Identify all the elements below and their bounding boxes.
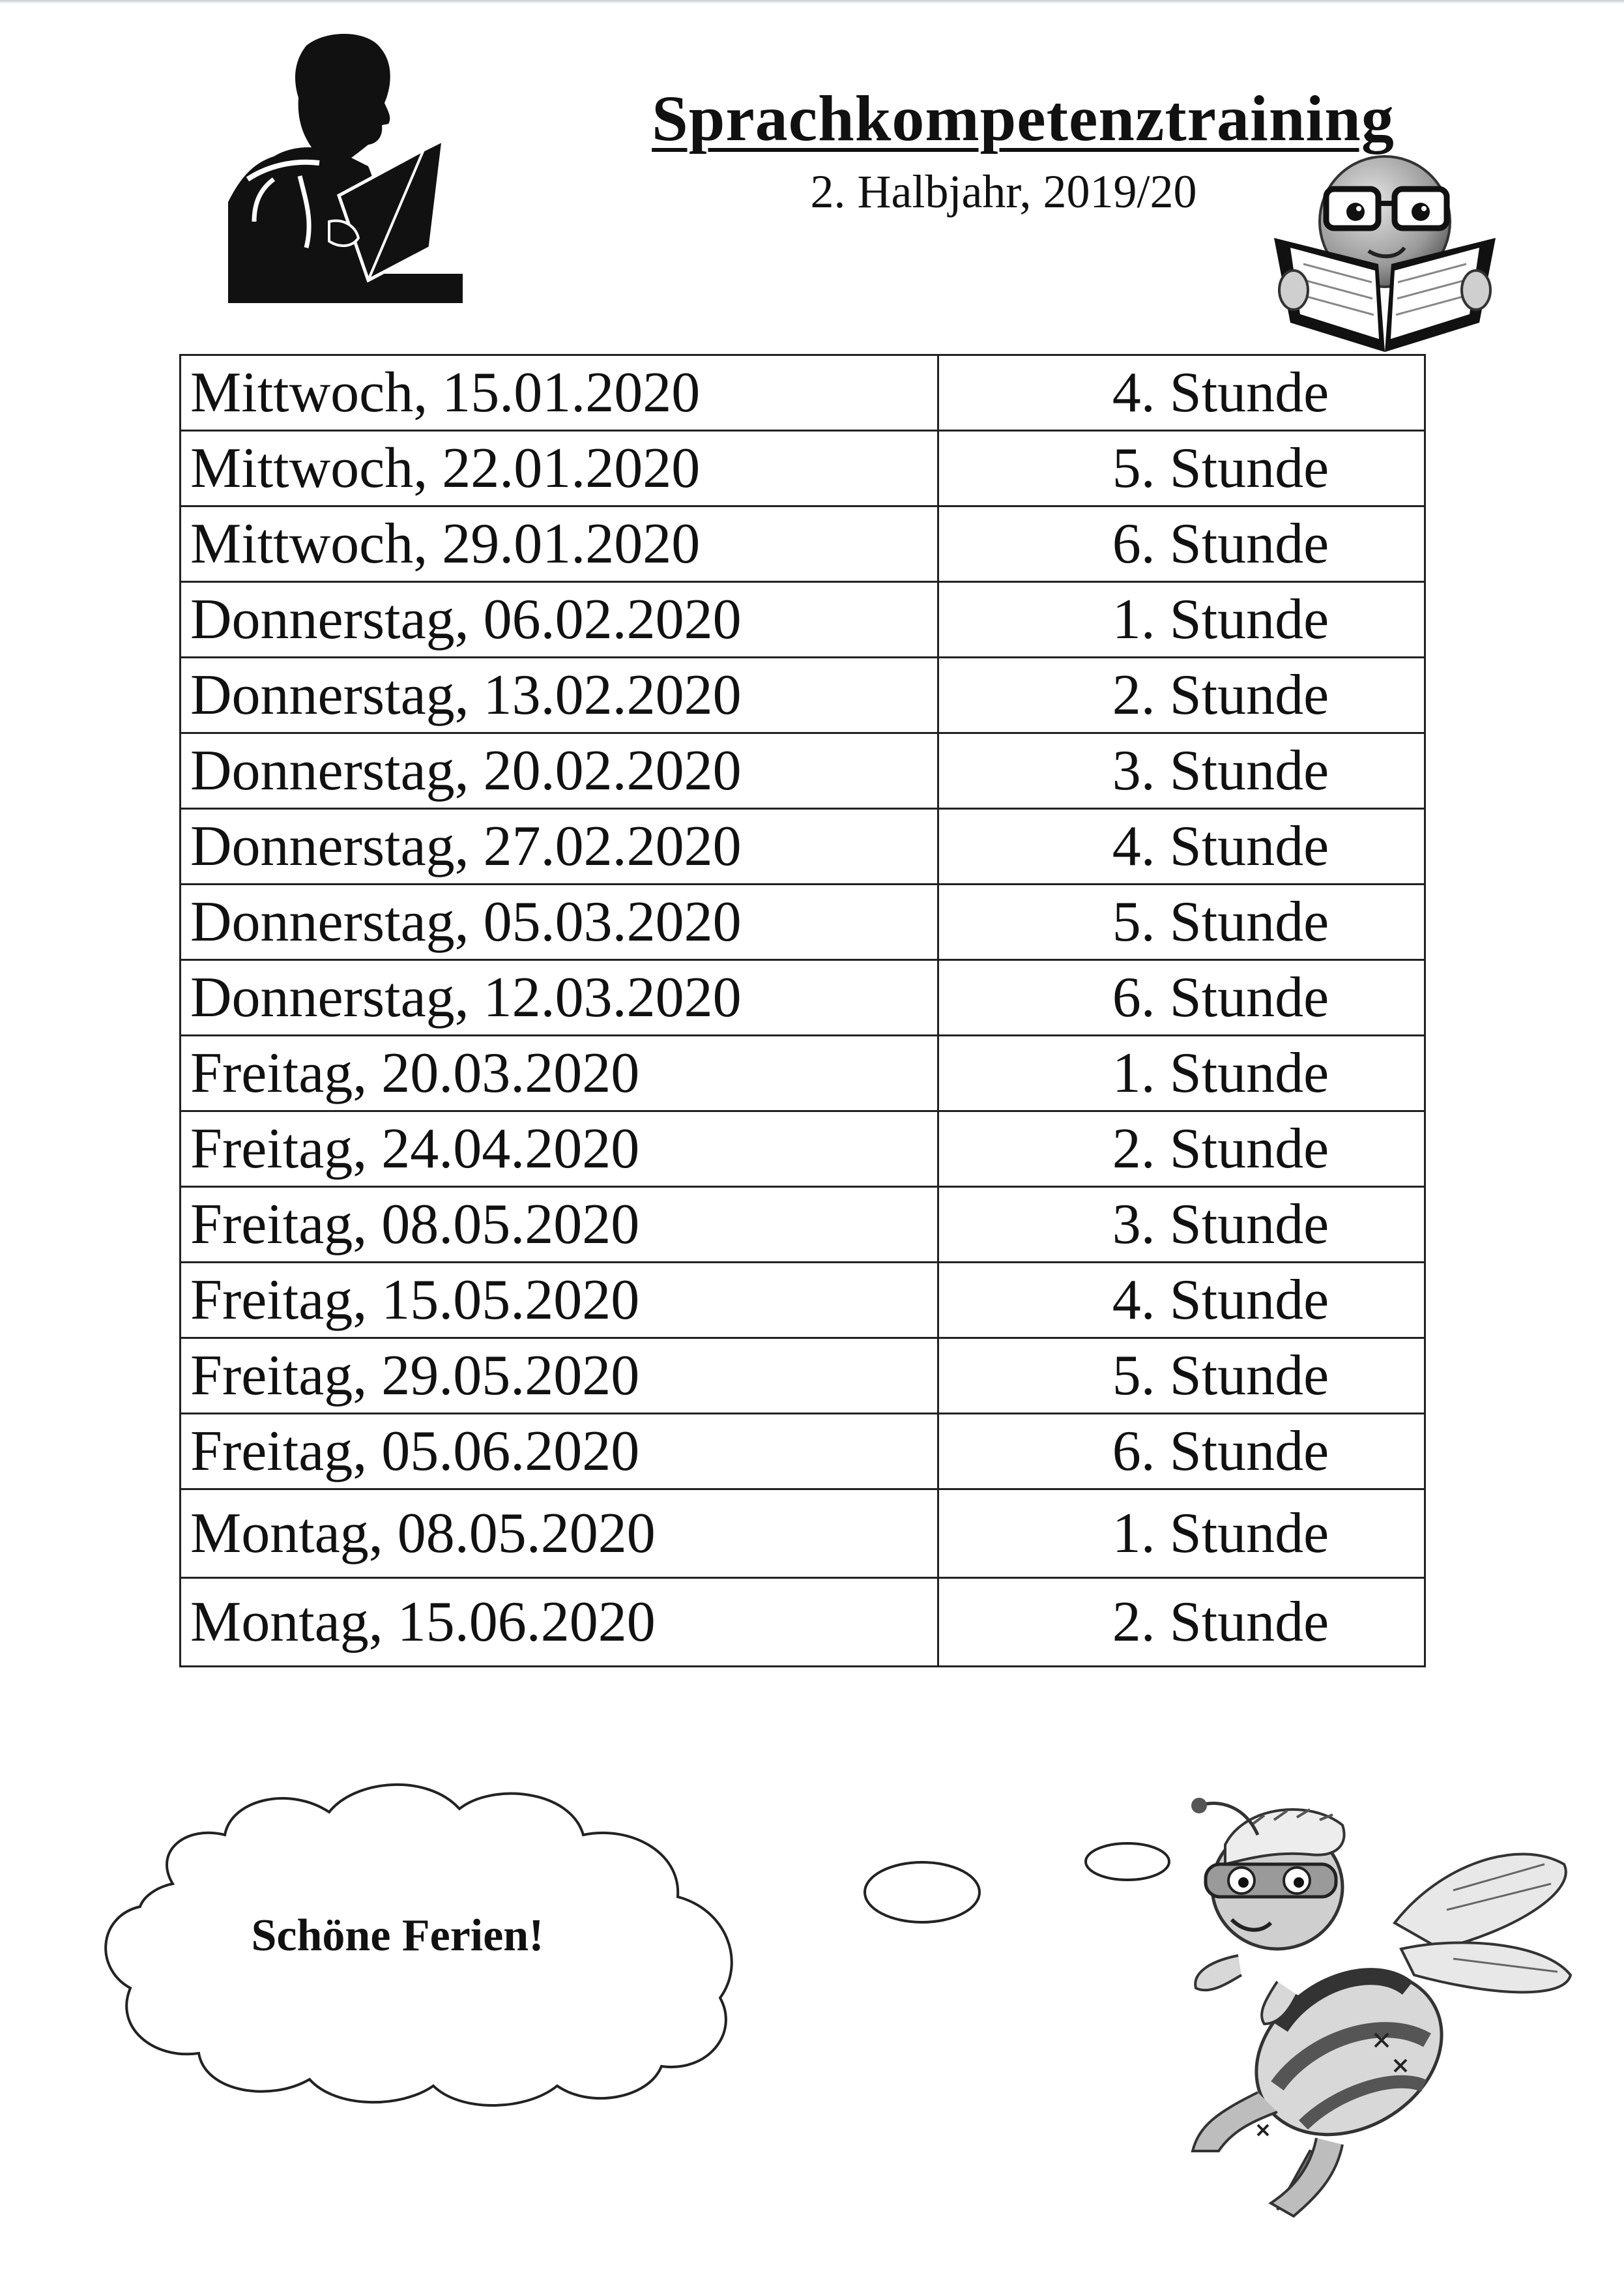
period-cell: 4. Stunde [938, 1263, 1425, 1338]
table-row [181, 506, 1425, 582]
date-cell: Mittwoch, 15.01.2020 [181, 355, 938, 431]
date-cell: Donnerstag, 06.02.2020 [181, 582, 938, 658]
period-cell: 3. Stunde [938, 733, 1425, 809]
table-row [181, 355, 1425, 431]
date-cell: Donnerstag, 20.02.2020 [181, 733, 938, 809]
table-row [181, 1338, 1425, 1414]
table-row [181, 1111, 1425, 1187]
table-row [181, 733, 1425, 809]
thought-bubble-large [860, 1856, 984, 1928]
period-cell: 1. Stunde [938, 1036, 1425, 1111]
reader-silhouette-icon [228, 26, 463, 303]
period-cell: 4. Stunde [938, 355, 1425, 431]
scan-edge [0, 0, 1624, 4]
book-emoji-icon [1264, 150, 1505, 359]
date-cell: Donnerstag, 05.03.2020 [181, 885, 938, 960]
date-cell: Donnerstag, 13.02.2020 [181, 658, 938, 733]
date-cell: Freitag, 08.05.2020 [181, 1187, 938, 1263]
period-cell: 3. Stunde [938, 1187, 1425, 1263]
schedule-table [179, 354, 1426, 1667]
period-cell: 2. Stunde [938, 1578, 1425, 1667]
period-cell: 6. Stunde [938, 960, 1425, 1036]
table-row [181, 1414, 1425, 1489]
period-cell: 5. Stunde [938, 431, 1425, 506]
date-cell: Freitag, 05.06.2020 [181, 1414, 938, 1489]
table-row [181, 960, 1425, 1036]
period-cell: 1. Stunde [938, 582, 1425, 658]
table-row [181, 1489, 1425, 1578]
table-row [181, 885, 1425, 960]
date-cell: Montag, 15.06.2020 [181, 1578, 938, 1667]
date-cell: Freitag, 20.03.2020 [181, 1036, 938, 1111]
table-row [181, 658, 1425, 733]
date-cell: Donnerstag, 27.02.2020 [181, 809, 938, 885]
period-cell: 1. Stunde [938, 1489, 1425, 1578]
date-cell: Montag, 08.05.2020 [181, 1489, 938, 1578]
table-row [181, 582, 1425, 658]
table-row [181, 1187, 1425, 1263]
table-row [181, 809, 1425, 885]
bee-character-icon [1180, 1786, 1584, 2229]
date-cell: Donnerstag, 12.03.2020 [181, 960, 938, 1036]
period-cell: 2. Stunde [938, 658, 1425, 733]
table-row [181, 1036, 1425, 1111]
date-cell: Freitag, 24.04.2020 [181, 1111, 938, 1187]
table-row [181, 1263, 1425, 1338]
period-cell: 2. Stunde [938, 1111, 1425, 1187]
period-cell: 5. Stunde [938, 885, 1425, 960]
cloud-greeting: Schöne Ferien! [251, 1911, 544, 1961]
page-subtitle: 2. Halbjahr, 2019/20 [810, 166, 1197, 218]
date-cell: Freitag, 15.05.2020 [181, 1263, 938, 1338]
thought-bubble-small [1082, 1838, 1173, 1885]
period-cell: 5. Stunde [938, 1338, 1425, 1414]
date-cell: Mittwoch, 22.01.2020 [181, 431, 938, 506]
page-title: Sprachkompetenztraining [652, 82, 1395, 154]
period-cell: 6. Stunde [938, 1414, 1425, 1489]
period-cell: 6. Stunde [938, 506, 1425, 582]
table-row [181, 1578, 1425, 1667]
table-row [181, 431, 1425, 506]
period-cell: 4. Stunde [938, 809, 1425, 885]
date-cell: Mittwoch, 29.01.2020 [181, 506, 938, 582]
date-cell: Freitag, 29.05.2020 [181, 1338, 938, 1414]
